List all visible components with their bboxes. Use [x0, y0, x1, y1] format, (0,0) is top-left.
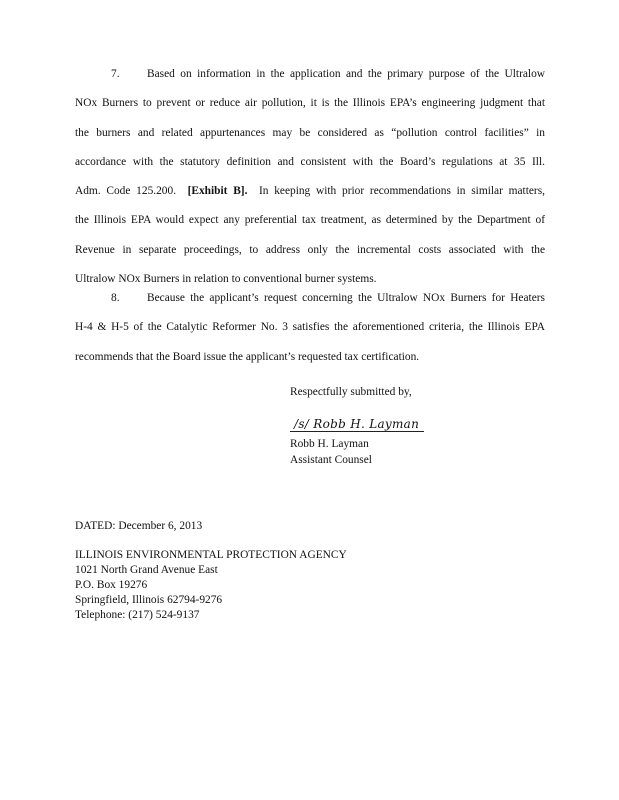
closing-text: Respectfully submitted by, — [290, 386, 412, 398]
paragraph-7 — [75, 60, 545, 294]
agency-name: ILLINOIS ENVIRONMENTAL PROTECTION AGENCY — [75, 549, 347, 561]
paragraph-7-line-7: Revenue in separate proceedings, to address only the incremental costs associated with the — [75, 243, 545, 256]
paragraph-7-number: 7. — [111, 68, 120, 80]
paragraph-8 — [75, 284, 545, 372]
paragraph-7-line-1: 7. Based on information in the application and the primary purpose of the Ultralow — [75, 60, 545, 89]
agency-telephone: Telephone: (217) 524-9137 — [75, 609, 200, 621]
exhibit-reference: [Exhibit B]. — [187, 185, 248, 198]
dated-line: DATED: December 6, 2013 — [75, 520, 203, 532]
paragraph-7-line-4: accordance with the statutory definition and consistent with the Board’s regulations at 35 Ill. — [75, 155, 545, 168]
paragraph-7-line-6: the Illinois EPA would expect any preferential tax treatment, as determined by the Department of — [75, 214, 545, 227]
electronic-signature: /s/ Robb H. Layman — [294, 417, 420, 431]
paragraph-7-line-8: Ultralow NOx Burners in relation to conventional burner systems. — [75, 273, 377, 286]
signer-block — [290, 436, 372, 468]
agency-address-line-1: 1021 North Grand Avenue East — [75, 564, 218, 576]
paragraph-8-line-3: recommends that the Board issue the applicant’s requested tax certification. — [75, 350, 420, 363]
signer-title: Assistant Counsel — [290, 454, 372, 466]
paragraph-7-line-3: the burners and related appurtenances may be considered as “pollution control facilities” in — [75, 126, 545, 139]
paragraph-7-line-5: Adm. Code 125.200. [Exhibit B]. In keeping with prior recommendations in similar matters, — [75, 185, 545, 198]
paragraph-7-line-2: NOx Burners to prevent or reduce air pollution, it is the Illinois EPA’s engineering judgment that — [75, 97, 545, 110]
paragraph-8-line-2: H-4 & H-5 of the Catalytic Reformer No. 3 satisfies the aforementioned criteria, the Illinois EPA — [75, 321, 545, 334]
agency-address-line-3: Springfield, Illinois 62794-9276 — [75, 594, 223, 606]
signer-name: Robb H. Layman — [290, 438, 369, 450]
agency-address-block — [75, 548, 347, 623]
paragraph-8-number: 8. — [111, 292, 120, 304]
agency-address-line-2: P.O. Box 19276 — [75, 579, 148, 591]
signature-line — [290, 417, 424, 432]
paragraph-8-line-1: 8. Because the applicant’s request concerning the Ultralow NOx Burners for Heaters — [75, 284, 545, 313]
